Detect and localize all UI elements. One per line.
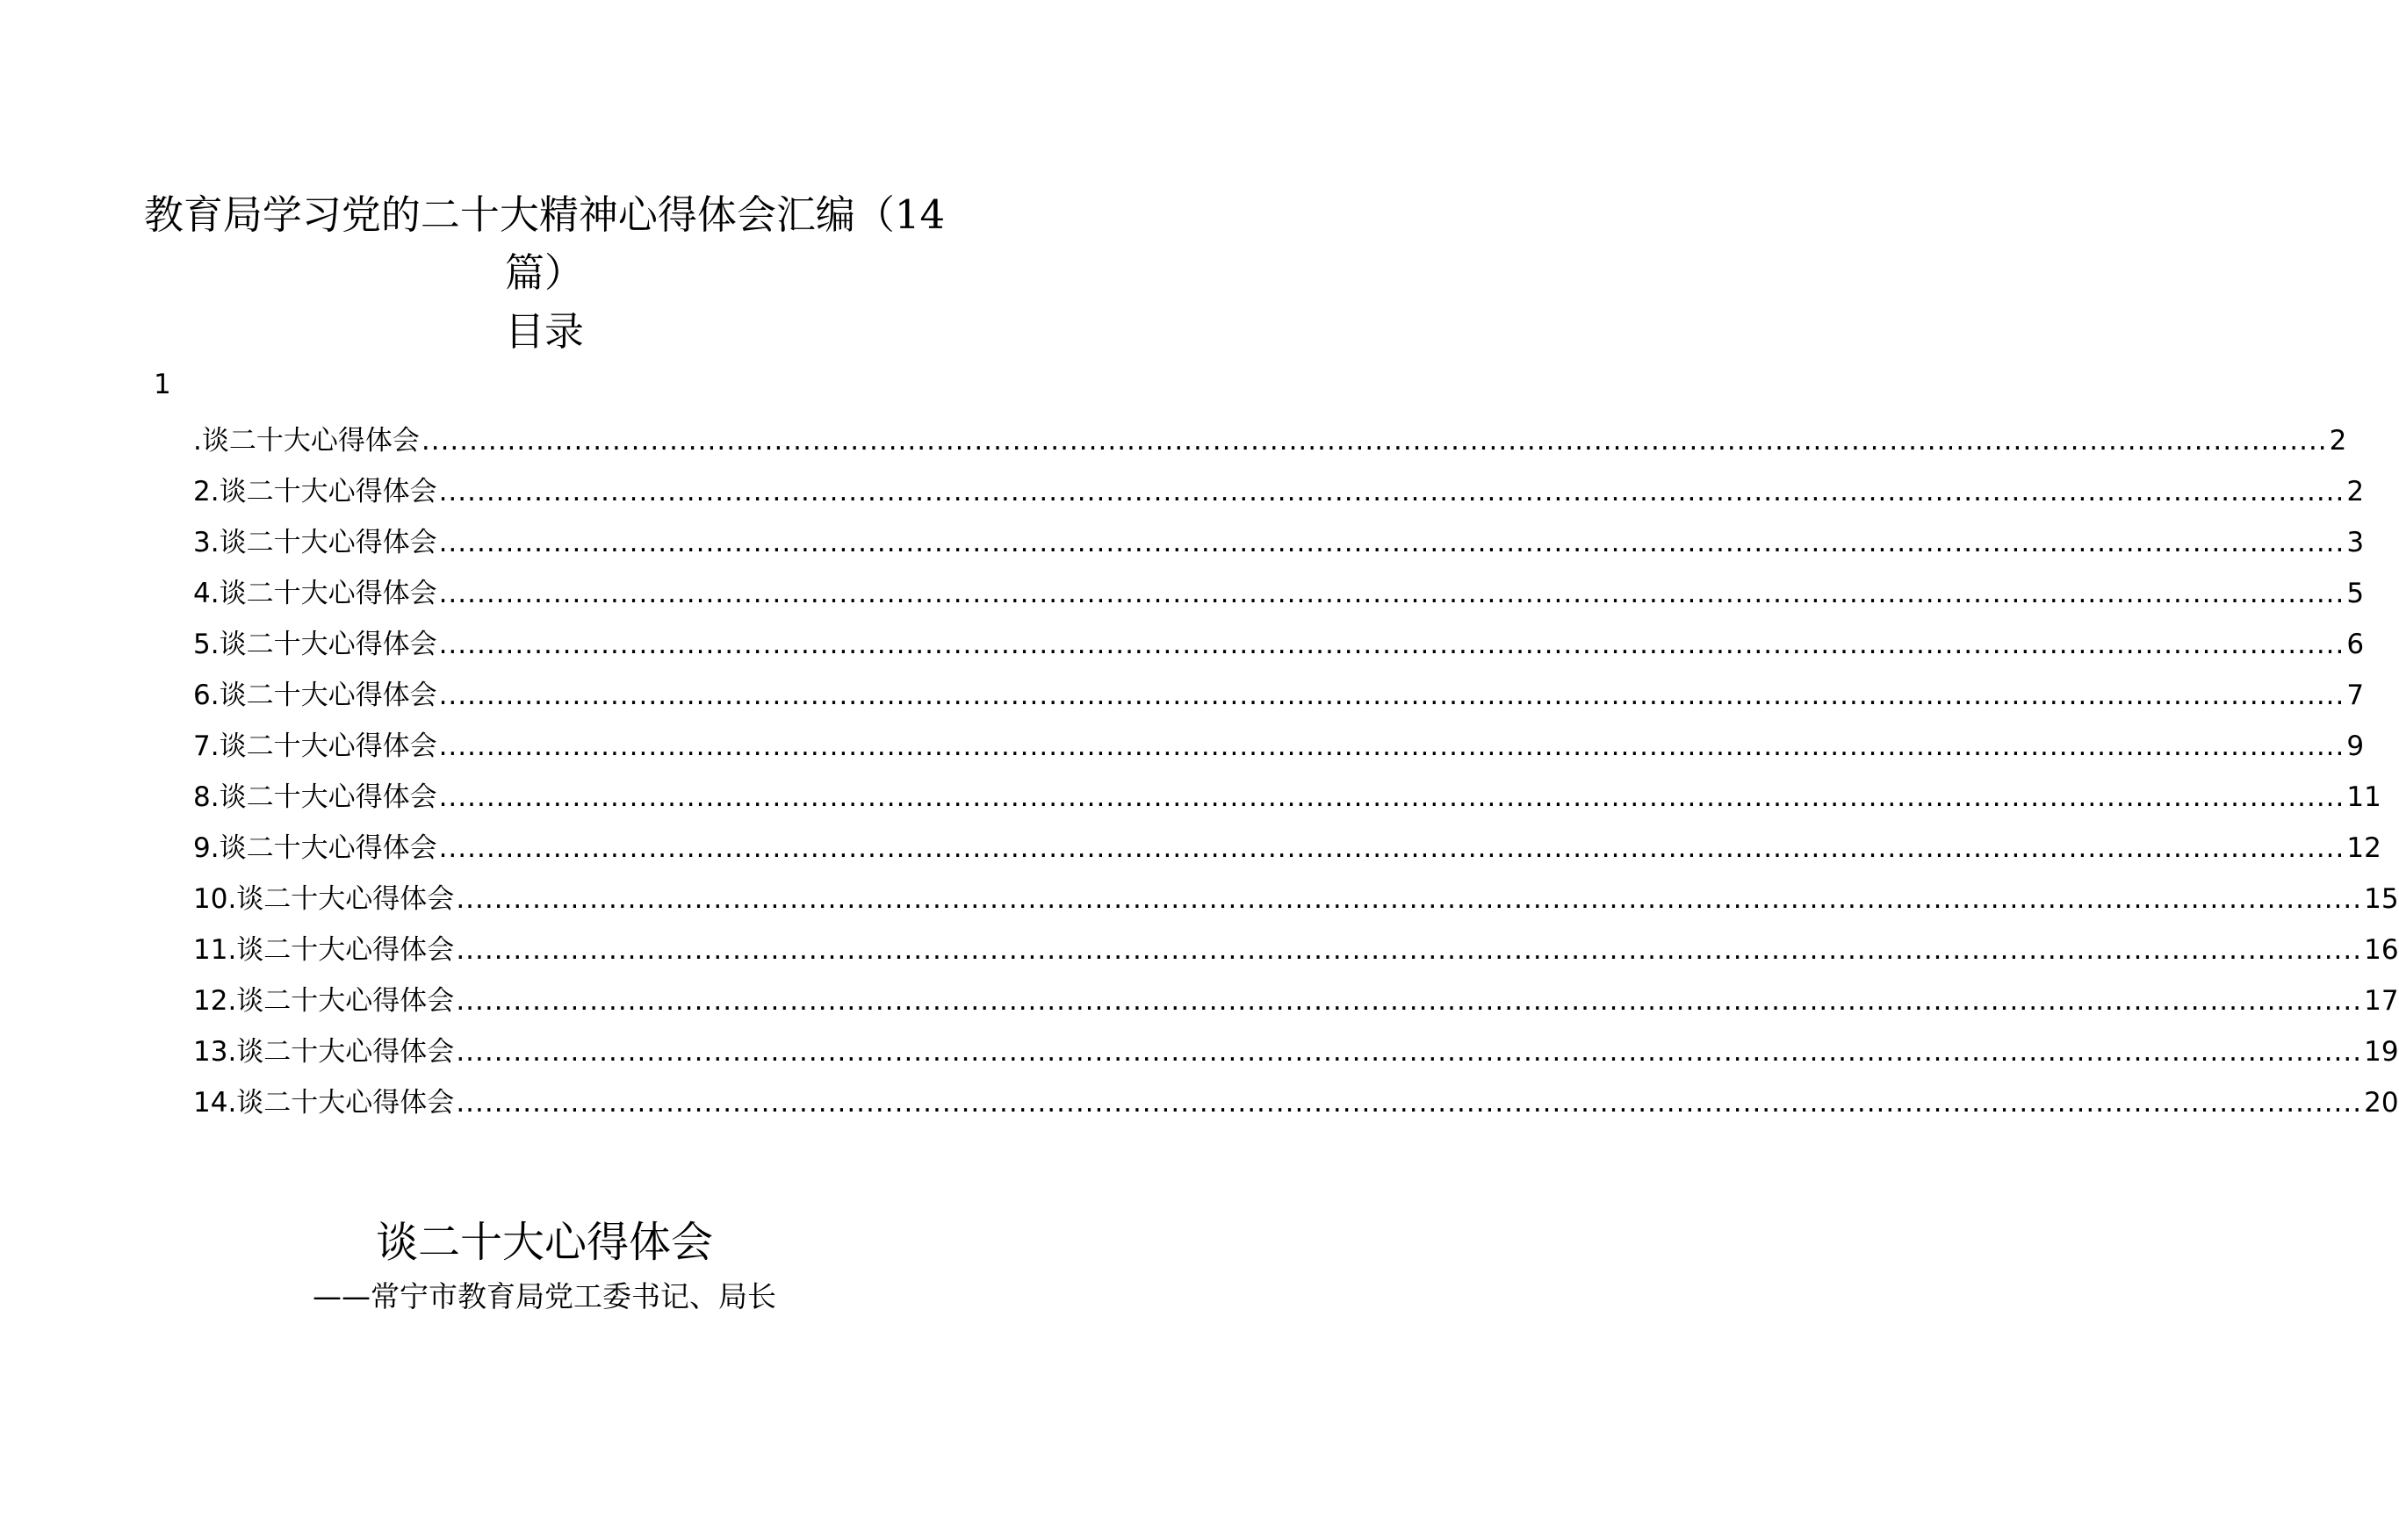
toc-dot-leader: ........................................................................................................................................................................................................	[456, 1087, 2363, 1119]
toc-entry[interactable]	[193, 778, 2381, 817]
toc-dot-leader: ........................................................................................................................................................................................................	[456, 934, 2363, 966]
toc-entry-label: 3.谈二十大心得体会	[193, 527, 437, 558]
document-title-continued: 篇）	[504, 249, 584, 296]
toc-entry-page-number: 7	[2346, 680, 2365, 711]
toc-entry-label: 2.谈二十大心得体会	[193, 476, 437, 507]
toc-entry[interactable]	[193, 676, 2365, 715]
toc-entry-label: 7.谈二十大心得体会	[193, 730, 437, 762]
toc-entry-page-number: 11	[2346, 781, 2381, 813]
toc-entry-label: .谈二十大心得体会	[193, 425, 420, 457]
toc-dot-leader: ........................................................................................................................................................................................................	[438, 680, 2345, 711]
toc-dot-leader: ........................................................................................................................................................................................................	[456, 985, 2363, 1017]
toc-entry[interactable]	[193, 931, 2399, 969]
toc-entry-label: 6.谈二十大心得体会	[193, 680, 437, 711]
toc-entry-page-number: 6	[2346, 629, 2365, 660]
toc-entry[interactable]	[193, 880, 2399, 918]
toc-entry-page-number: 2	[2329, 425, 2347, 457]
toc-dot-leader: ........................................................................................................................................................................................................	[421, 425, 2328, 457]
toc-entry[interactable]	[193, 829, 2381, 867]
toc-dot-leader: ........................................................................................................................................................................................................	[438, 527, 2345, 558]
toc-dot-leader: ........................................................................................................................................................................................................	[438, 476, 2345, 507]
toc-entry-label: 10.谈二十大心得体会	[193, 883, 455, 915]
toc-entry-page-number: 9	[2346, 730, 2365, 762]
toc-entry-label: 8.谈二十大心得体会	[193, 781, 437, 813]
toc-dot-leader: ........................................................................................................................................................................................................	[438, 730, 2345, 762]
article-subtitle: ——常宁市教育局党工委书记、局长	[313, 1279, 776, 1313]
toc-dot-leader: ........................................................................................................................................................................................................	[438, 832, 2345, 864]
toc-entry[interactable]	[193, 1083, 2399, 1122]
toc-dot-leader: ........................................................................................................................................................................................................	[456, 1036, 2363, 1068]
toc-entry[interactable]	[193, 727, 2365, 766]
toc-entry-page-number: 16	[2364, 934, 2399, 966]
toc-entry[interactable]	[193, 982, 2399, 1020]
toc-entry-page-number: 19	[2364, 1036, 2399, 1068]
toc-orphan-number: 1	[154, 369, 171, 400]
toc-entry-page-number: 17	[2364, 985, 2399, 1017]
toc-dot-leader: ........................................................................................................................................................................................................	[456, 883, 2363, 915]
toc-entry-label: 4.谈二十大心得体会	[193, 578, 437, 609]
toc-entry-page-number: 20	[2364, 1087, 2399, 1119]
toc-entry-label: 9.谈二十大心得体会	[193, 832, 437, 864]
toc-entry-page-number: 2	[2346, 476, 2365, 507]
toc-entry-page-number: 12	[2346, 832, 2381, 864]
toc-entry-label: 13.谈二十大心得体会	[193, 1036, 455, 1068]
toc-entry-label: 11.谈二十大心得体会	[193, 934, 455, 966]
toc-entry[interactable]	[193, 574, 2365, 613]
toc-entry[interactable]	[193, 421, 2347, 460]
toc-entry[interactable]	[193, 1033, 2399, 1071]
toc-entry-label: 5.谈二十大心得体会	[193, 629, 437, 660]
toc-entry-page-number: 15	[2364, 883, 2399, 915]
document-title-number: 14	[894, 191, 946, 238]
toc-entry[interactable]	[193, 523, 2365, 562]
toc-dot-leader: ........................................................................................................................................................................................................	[438, 629, 2345, 660]
toc-entry[interactable]	[193, 472, 2365, 511]
toc-dot-leader: ........................................................................................................................................................................................................	[438, 781, 2345, 813]
toc-heading: 目录	[504, 308, 584, 355]
document-title-text: 教育局学习党的二十大精神心得体会汇编（	[143, 191, 895, 238]
toc-entry-label: 14.谈二十大心得体会	[193, 1087, 455, 1119]
toc-entry-label: 12.谈二十大心得体会	[193, 985, 455, 1017]
toc-entry-page-number: 3	[2346, 527, 2365, 558]
toc-entry[interactable]	[193, 625, 2365, 664]
toc-entry-page-number: 5	[2346, 578, 2365, 609]
article-title: 谈二十大心得体会	[375, 1218, 713, 1267]
toc-dot-leader: ........................................................................................................................................................................................................	[438, 578, 2345, 609]
